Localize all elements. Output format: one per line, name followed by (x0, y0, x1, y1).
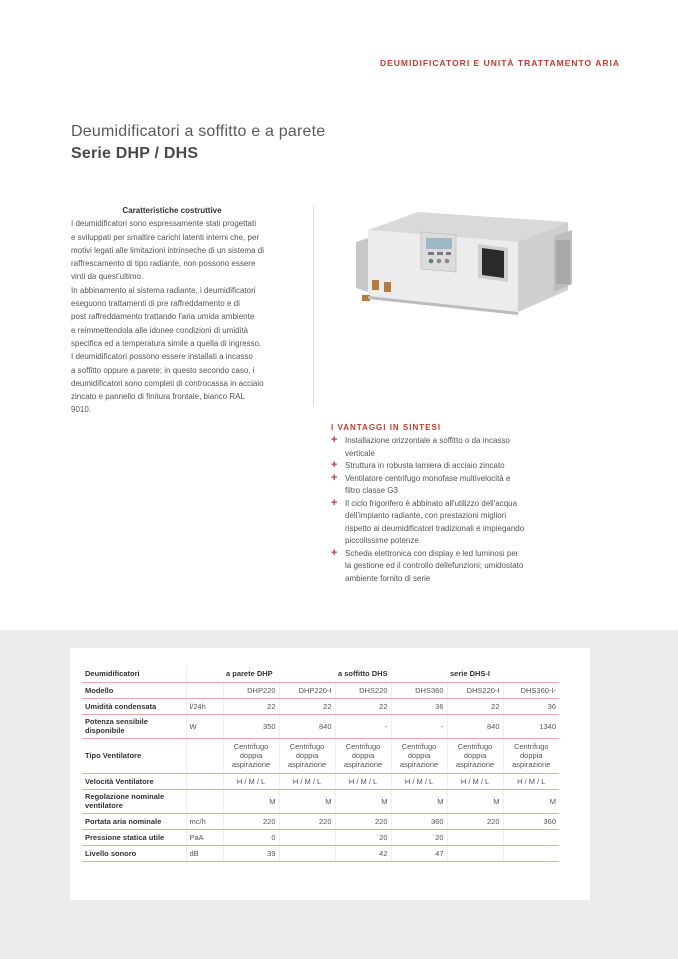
table-cell: 36 (503, 698, 559, 714)
advantage-line: Il ciclo frigorifero è abbinato all'utilizzo dell'acqua (345, 498, 518, 508)
intro-line: e reimmettendola alle idonee condizioni di umidità (71, 325, 248, 335)
table-cell: 840 (279, 714, 335, 738)
table-cell: DHS360-I- (503, 682, 559, 698)
advantage-line: Installazione orizzontale a soffitto o da incasso (345, 436, 510, 445)
cell-text-line: aspirazione (455, 760, 495, 769)
row-unit: PaA (186, 829, 223, 845)
cell-text-line: aspirazione (399, 760, 439, 769)
cell-text-line: Centrifugo (289, 742, 325, 751)
advantage-line: Ventilatore centrifugo monofase multivelocità e (345, 473, 511, 483)
table-cell: 47 (391, 845, 447, 861)
advantage-item (331, 498, 571, 548)
cell-text-line: doppia (351, 751, 375, 760)
table-cell (503, 845, 559, 861)
table-cell (391, 738, 447, 773)
table-cell: DHS220 (335, 682, 391, 698)
cell-text-line: Centrifugo (401, 742, 437, 751)
advantage-line: verticale (345, 448, 375, 458)
intro-line: e sviluppati per smaltire carichi latenti interni che, per (71, 232, 260, 242)
row-label: Regolazione nominale ventilatore (82, 789, 186, 813)
advantage-item (331, 435, 571, 460)
plus-icon: + (331, 434, 338, 446)
table-row (82, 714, 559, 738)
table-cell: 220 (223, 813, 279, 829)
page-title: Deumidificatori a soffitto e a parete (71, 123, 326, 140)
table-cell: 39 (223, 845, 279, 861)
cell-text-line: doppia (519, 751, 543, 760)
advantages-section (331, 423, 571, 585)
table-cell: M (335, 789, 391, 813)
intro-line: raffrescamento di tipo radiante, non possono essere (71, 259, 256, 269)
group-header: a parete DHP (223, 665, 335, 682)
advantage-item (331, 460, 571, 473)
table-cell: M (279, 789, 335, 813)
table-cell: 22 (279, 698, 335, 714)
table-cell: 42 (335, 845, 391, 861)
table-cell (223, 738, 279, 773)
table-cell (447, 845, 503, 861)
cell-text-line: aspirazione (287, 760, 327, 769)
intro-line: I deumidificatori possono essere installati a incasso (71, 352, 253, 362)
plus-icon: + (331, 496, 338, 509)
row-unit (186, 773, 223, 789)
table-cell: - (391, 714, 447, 738)
intro-line: eseguono trattamenti di pre raffreddamento e di (71, 299, 240, 309)
dehumidifier-product-image (328, 200, 578, 320)
table-cell: 220 (279, 813, 335, 829)
table-cell: 22 (447, 698, 503, 714)
advantage-line: Scheda elettronica con display e led luminosi per (345, 548, 519, 558)
row-unit (186, 682, 223, 698)
vertical-divider (313, 206, 314, 406)
cell-text-line: doppia (407, 751, 431, 760)
table-cell: 220 (447, 813, 503, 829)
cell-text-line: Centrifugo (233, 742, 269, 751)
specs-table (82, 665, 559, 862)
table-header-row (82, 665, 559, 682)
advantage-item (331, 473, 571, 498)
row-label: Tipo Ventilatore (82, 738, 186, 773)
table-row (82, 738, 559, 773)
row-label: Portata aria nominale (82, 813, 186, 829)
plus-icon: + (331, 459, 338, 471)
cell-text-line: doppia (463, 751, 487, 760)
intro-line: 9010. (71, 405, 92, 415)
table-cell: - (335, 714, 391, 738)
group-header: a soffitto DHS (335, 665, 447, 682)
table-cell: DHP220 (223, 682, 279, 698)
row-label: Velocità Ventilatore (82, 773, 186, 789)
row-label: Modello (82, 682, 186, 698)
specs-panel (70, 648, 590, 900)
group-header: serie DHS-I (447, 665, 559, 682)
cell-text-line: Centrifugo (457, 742, 493, 751)
table-row (82, 829, 559, 845)
table-cell: 20 (335, 829, 391, 845)
row-unit: l/24h (186, 698, 223, 714)
table-cell: 20 (391, 829, 447, 845)
table-cell: 220 (335, 813, 391, 829)
cell-text-line: aspirazione (512, 760, 551, 769)
row-label: Potenza sensibile disponibile (82, 714, 186, 738)
intro-line: vinti da quest'ultimo. (71, 272, 144, 282)
table-cell: M (223, 789, 279, 813)
table-cell (447, 738, 503, 773)
table-cell: DHS360 (391, 682, 447, 698)
intro-line: zincato e pannello di finitura frontale, bianco RAL (71, 392, 245, 402)
row-label: Pressione statica utile (82, 829, 186, 845)
row-unit: dB (186, 845, 223, 861)
row-unit (186, 789, 223, 813)
cell-text-line: Centrifugo (513, 742, 549, 751)
table-cell: DHS220-I (447, 682, 503, 698)
intro-line: In abbinamento al sistema radiante, i deumidificatori (71, 285, 256, 295)
row-label: Livello sonoro (82, 845, 186, 861)
table-cell: 1340 (503, 714, 559, 738)
row-unit: W (186, 714, 223, 738)
cell-text-line: aspirazione (343, 760, 383, 769)
table-row (82, 682, 559, 698)
table-cell: 350 (223, 714, 279, 738)
plus-icon: + (331, 471, 338, 484)
section-label: DEUMIDIFICATORI E UNITÀ TRATTAMENTO ARIA (379, 58, 620, 68)
cell-text-line: doppia (239, 751, 263, 760)
table-cell: H / M / L (391, 773, 447, 789)
table-cell: M (503, 789, 559, 813)
table-cell (447, 829, 503, 845)
table-cell (279, 829, 335, 845)
table-cell (279, 845, 335, 861)
advantage-line: la gestione ed il controllo dellefunzioni; umidostato (345, 561, 524, 570)
table-cell: H / M / L (335, 773, 391, 789)
advantages-title: I VANTAGGI IN SINTESI (331, 423, 442, 432)
intro-heading: Caratteristiche costruttive (122, 206, 222, 215)
table-cell: H / M / L (223, 773, 279, 789)
table-cell: 22 (223, 698, 279, 714)
table-cell (503, 829, 559, 845)
advantage-line: rispetto ai deumidificatori tradizionali e impiegando (345, 523, 525, 533)
table-row (82, 845, 559, 861)
table-row (82, 773, 559, 789)
page-subtitle: Serie DHP / DHS (71, 145, 199, 162)
advantage-line: filtro classe G3 (345, 486, 398, 495)
row-label: Umidità condensata (82, 698, 186, 714)
cell-text-line: doppia (295, 751, 319, 760)
table-cell: 360 (503, 813, 559, 829)
table-row (82, 813, 559, 829)
table-cell (279, 738, 335, 773)
advantage-line: Struttura in robusta lamiera di acciaio zincato (345, 461, 505, 470)
table-cell: H / M / L (279, 773, 335, 789)
advantage-line: piccolissime potenze (345, 536, 419, 545)
cell-text-line: Centrifugo (345, 742, 381, 751)
intro-line: motivi legati alle limitazioni intrinseche di un sistema di (71, 245, 264, 255)
table-cell: H / M / L (503, 773, 559, 789)
plus-icon: + (331, 546, 338, 559)
table-cell (335, 738, 391, 773)
intro-line: specifica ed a temperatura simile a quella di ingresso. (71, 338, 262, 348)
table-cell: 0 (223, 829, 279, 845)
table-row (82, 789, 559, 813)
table-cell: 840 (447, 714, 503, 738)
table-cell (186, 665, 223, 682)
advantage-line: dell'impianto radiante, con prestazioni migliori (345, 511, 507, 520)
intro-line: I deumidificatori sono espressamente stati progettati (71, 219, 256, 229)
table-row (82, 698, 559, 714)
row-unit: mc/h (186, 813, 223, 829)
advantage-line: ambiente fornito di serie (345, 573, 431, 583)
table-cell: 360 (391, 813, 447, 829)
table-cell: M (391, 789, 447, 813)
table-cell: DHP220-I (279, 682, 335, 698)
intro-line: post raffreddamento trattando l'aria umida ambiente (71, 312, 255, 322)
table-cell: 36 (391, 698, 447, 714)
intro-text (71, 204, 303, 417)
advantages-list (331, 435, 571, 585)
table-header-label: Deumidificatori (82, 665, 186, 682)
cell-text-line: aspirazione (231, 760, 271, 769)
table-cell: H / M / L (447, 773, 503, 789)
table-cell: M (447, 789, 503, 813)
intro-line: a soffitto oppure a parete; in questo secondo caso, i (71, 365, 255, 375)
table-cell (503, 738, 559, 773)
table-cell: 22 (335, 698, 391, 714)
row-unit (186, 738, 223, 773)
advantage-item (331, 548, 571, 586)
intro-line: deumidificatori sono completi di controcassa in acciaio (71, 378, 264, 388)
